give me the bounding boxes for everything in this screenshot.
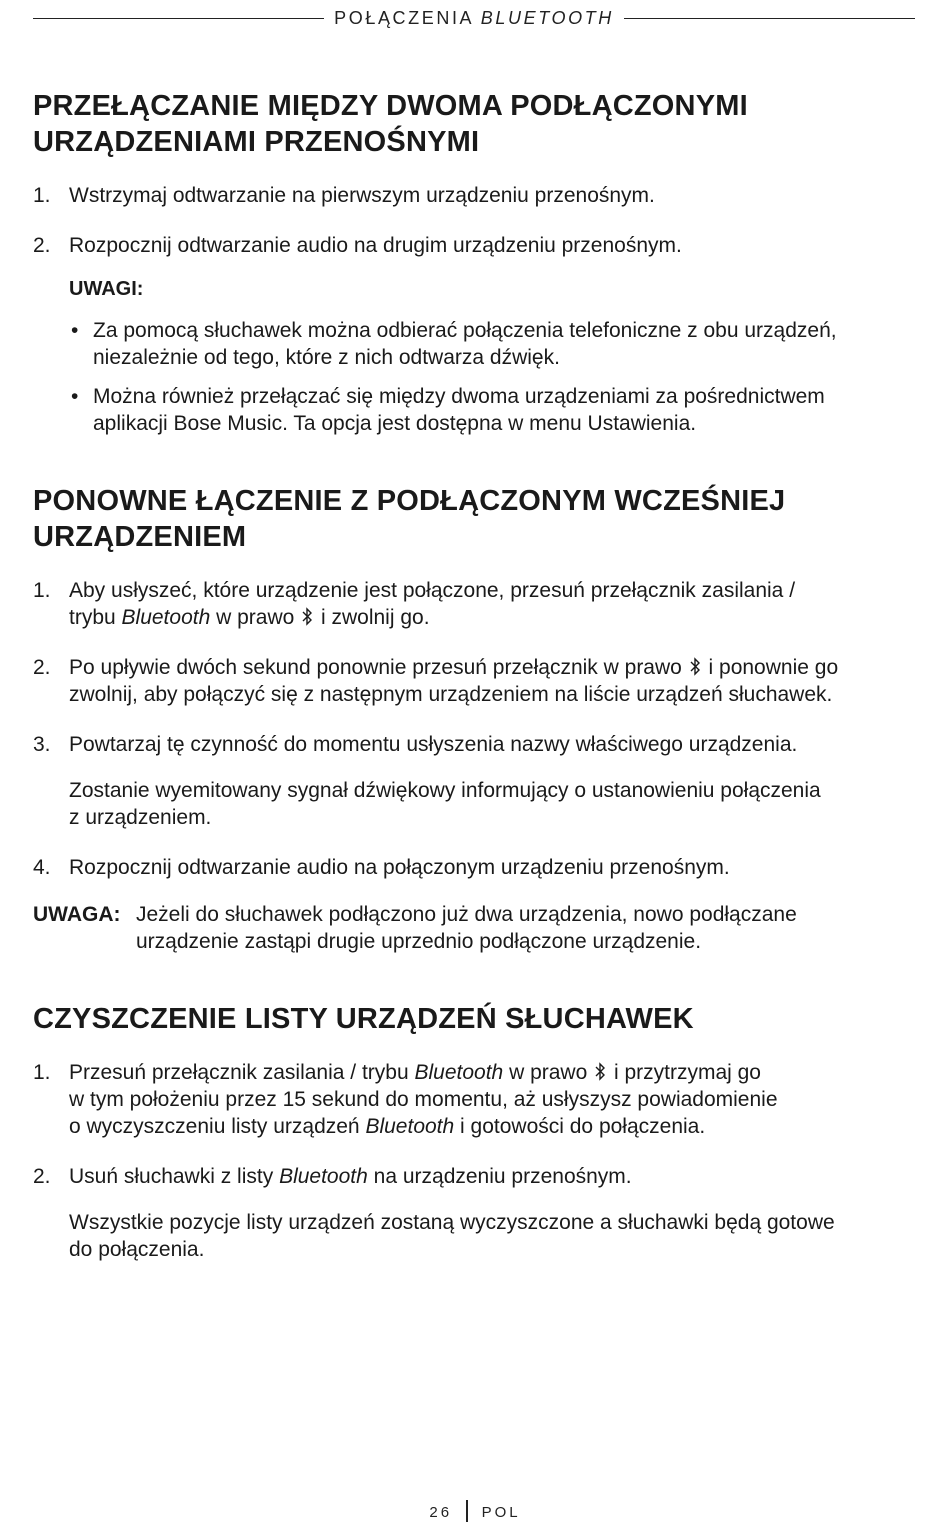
note-text: Jeżeli do słuchawek podłączono już dwa urządzenia, nowo podłączane urządzenie zastąpi drugie uprzednio podłączone urządzenie. — [136, 903, 797, 953]
header-title: POŁĄCZENIA BLUETOOTH — [334, 7, 614, 28]
bullet-item: • Można również przełączać się między dwoma urządzeniami za pośrednictwem aplikacji Bose Music. Ta opcja jest dostępna w menu Ustawienia. — [71, 385, 825, 435]
page-footer — [0, 1500, 950, 1522]
notes-block — [69, 276, 914, 437]
step-item: 3. Powtarzaj tę czynność do momentu usłyszenia nazwy właściwego urządzenia. Zostanie wyemitowany sygnał dźwiękowy informujący o ustanowieniu połączenia z urządzeniem. — [33, 731, 914, 831]
language-code: POL — [481, 1504, 521, 1521]
section-heading: CZYSZCZENIE LISTY URZĄDZEŃ SŁUCHAWEK — [33, 1003, 694, 1035]
steps-list — [33, 1059, 914, 1263]
section-clear-list — [33, 1001, 914, 1263]
bluetooth-icon — [595, 1062, 606, 1081]
steps-list — [33, 577, 914, 881]
step-item: 4. Rozpocznij odtwarzanie audio na połączonym urządzeniu przenośnym. — [33, 856, 730, 879]
step-item: 2. Po upływie dwóch sekund ponownie przesuń przełącznik w prawo i ponownie go zwolnij, aby połączyć się z następnym urządzeniem na liście urządzeń słuchawek. — [33, 656, 839, 706]
running-header — [33, 6, 915, 30]
steps-list — [33, 182, 914, 437]
step-item: 1. Wstrzymaj odtwarzanie na pierwszym urządzeniu przenośnym. — [33, 184, 655, 207]
step-item: 1. Przesuń przełącznik zasilania / trybu Bluetooth w prawo i przytrzymaj go w tym położeniu przez 15 sekund do momentu, aż usłyszysz powiadomienie o wyczyszczeniu listy urządzeń Bluetooth i gotowości do połączenia. — [33, 1061, 778, 1138]
note-block — [33, 901, 914, 955]
notes-bullets — [69, 317, 914, 437]
bluetooth-icon — [690, 657, 701, 676]
note-label: UWAGA: — [33, 903, 121, 926]
header-rule-left — [33, 18, 324, 19]
step-result: Wszystkie pozycje listy urządzeń zostaną wyczyszczone a słuchawki będą gotowe do połączenia. — [69, 1211, 835, 1261]
header-rule-right — [624, 18, 915, 19]
page-content — [33, 88, 914, 1286]
bullet-item: • Za pomocą słuchawek można odbierać połączenia telefoniczne z obu urządzeń, niezależnie od tego, które z nich odtwarza dźwięk. — [71, 319, 837, 369]
section-switching — [33, 88, 914, 437]
footer-divider — [466, 1500, 468, 1522]
step-item: 2. Usuń słuchawki z listy Bluetooth na urządzeniu przenośnym. Wszystkie pozycje listy urządzeń zostaną wyczyszczone a słuchawki będą gotowe do połączenia. — [33, 1163, 914, 1263]
section-heading: PRZEŁĄCZANIE MIĘDZY DWOMA PODŁĄCZONYMI URZĄDZENIAMI PRZENOŚNYMI — [33, 90, 748, 158]
step-item: 2. Rozpocznij odtwarzanie audio na drugim urządzeniu przenośnym. UWAGI: • Za pomocą słuchawek można odbierać połączenia telefoniczne z obu urządzeń, niezależnie od tego, które z nich odtwarza dźwięk. • Można również przełączać się między dwoma urządzeniami za pośrednictwem aplikacji Bose Music. Ta opcja jest dostępna w menu Ustawienia. — [33, 232, 914, 437]
notes-label: UWAGI: — [69, 278, 144, 300]
section-reconnect — [33, 483, 914, 955]
step-result: Zostanie wyemitowany sygnał dźwiękowy informujący o ustanowieniu połączenia z urządzeniem. — [69, 779, 821, 829]
section-heading: PONOWNE ŁĄCZENIE Z PODŁĄCZONYM WCZEŚNIEJ URZĄDZENIEM — [33, 485, 786, 553]
step-item: 1. Aby usłyszeć, które urządzenie jest połączone, przesuń przełącznik zasilania / trybu Bluetooth w prawo i zwolnij go. — [33, 579, 796, 629]
bluetooth-icon — [302, 607, 313, 626]
page-number: 26 — [429, 1504, 453, 1521]
